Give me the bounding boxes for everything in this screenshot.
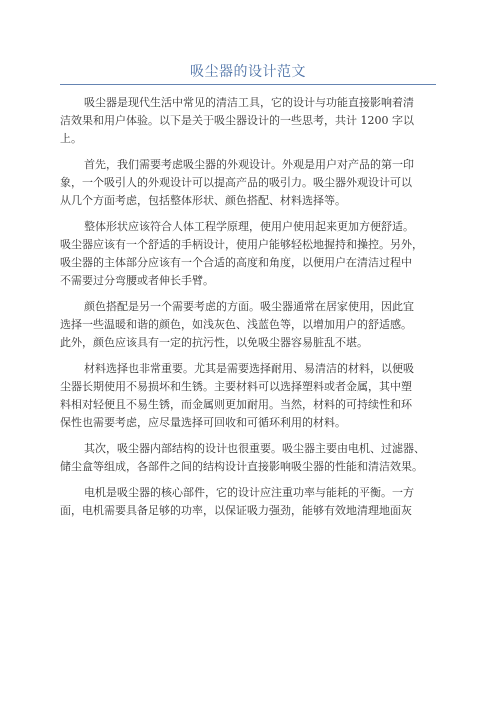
- text-line: 颜色搭配是另一个需要考虑的方面。吸尘器通常在居家使用，因此宜: [84, 300, 414, 313]
- text-line: 料相对轻便且不易生锈，而金属则更加耐用。当然，材料的可持续性和环: [60, 398, 412, 411]
- text-line: 选择一些温暖和谐的颜色，如浅灰色、浅蓝色等，以增加用户的舒适感。: [60, 318, 412, 331]
- document-body: [60, 94, 440, 528]
- paragraph-6: [60, 440, 440, 476]
- text-line: 吸尘器的主体部分应该有一个合适的高度和角度，以便用户在清洁过程中: [60, 256, 412, 269]
- paragraph-4: [60, 298, 440, 352]
- text-line: 其次，吸尘器内部结构的设计也很重要。吸尘器主要由电机、过滤器、: [84, 442, 425, 455]
- text-line: 尘器长期使用不易损坏和生锈。主要材料可以选择塑料或者金属，其中塑: [60, 380, 412, 393]
- text-line: 此外，颜色应该具有一定的抗污性，以免吸尘器容易脏乱不堪。: [60, 336, 368, 349]
- paragraph-7: [60, 484, 440, 520]
- text-line: 不需要过分弯腰或者伸长手臂。: [60, 274, 214, 287]
- text-line: 储尘盒等组成，各部件之间的结构设计直接影响吸尘器的性能和清洁效果。: [60, 460, 423, 473]
- text-line: 电机是吸尘器的核心部件，它的设计应注重功率与能耗的平衡。一方: [84, 486, 414, 499]
- text-line: 上。: [60, 132, 82, 145]
- text-line: 首先，我们需要考虑吸尘器的外观设计。外观是用户对产品的第一印: [84, 158, 414, 171]
- title-underline: [60, 84, 436, 85]
- text-line: 从几个方面考虑，包括整体形状、颜色搭配、材料选择等。: [60, 194, 346, 207]
- paragraph-1: [60, 94, 440, 148]
- document-title: 吸尘器的设计范文: [190, 64, 306, 80]
- text-line: 洁效果和用户体验。以下是关于吸尘器设计的一些思考，共计 1200 字以: [60, 114, 414, 127]
- paragraph-3: [60, 218, 440, 290]
- text-line: 保性也需要考虑，应尽量选择可回收和可循环利用的材料。: [60, 416, 346, 429]
- text-line: 面，电机需要具备足够的功率，以保证吸力强劲，能够有效地清理地面灰: [60, 504, 412, 517]
- paragraph-2: [60, 156, 440, 210]
- text-line: 整体形状应该符合人体工程学原理，使用户使用起来更加方便舒适。: [84, 220, 414, 233]
- text-line: 象，一个吸引人的外观设计可以提高产品的吸引力。吸尘器外观设计可以: [60, 176, 412, 189]
- text-line: 吸尘器是现代生活中常见的清洁工具，它的设计与功能直接影响着清: [84, 96, 414, 109]
- text-line: 吸尘器应该有一个舒适的手柄设计，使用户能够轻松地握持和操控。另外，: [60, 238, 423, 251]
- paragraph-5: [60, 360, 440, 432]
- text-line: 材料选择也非常重要。尤其是需要选择耐用、易清洁的材料，以便吸: [84, 362, 414, 375]
